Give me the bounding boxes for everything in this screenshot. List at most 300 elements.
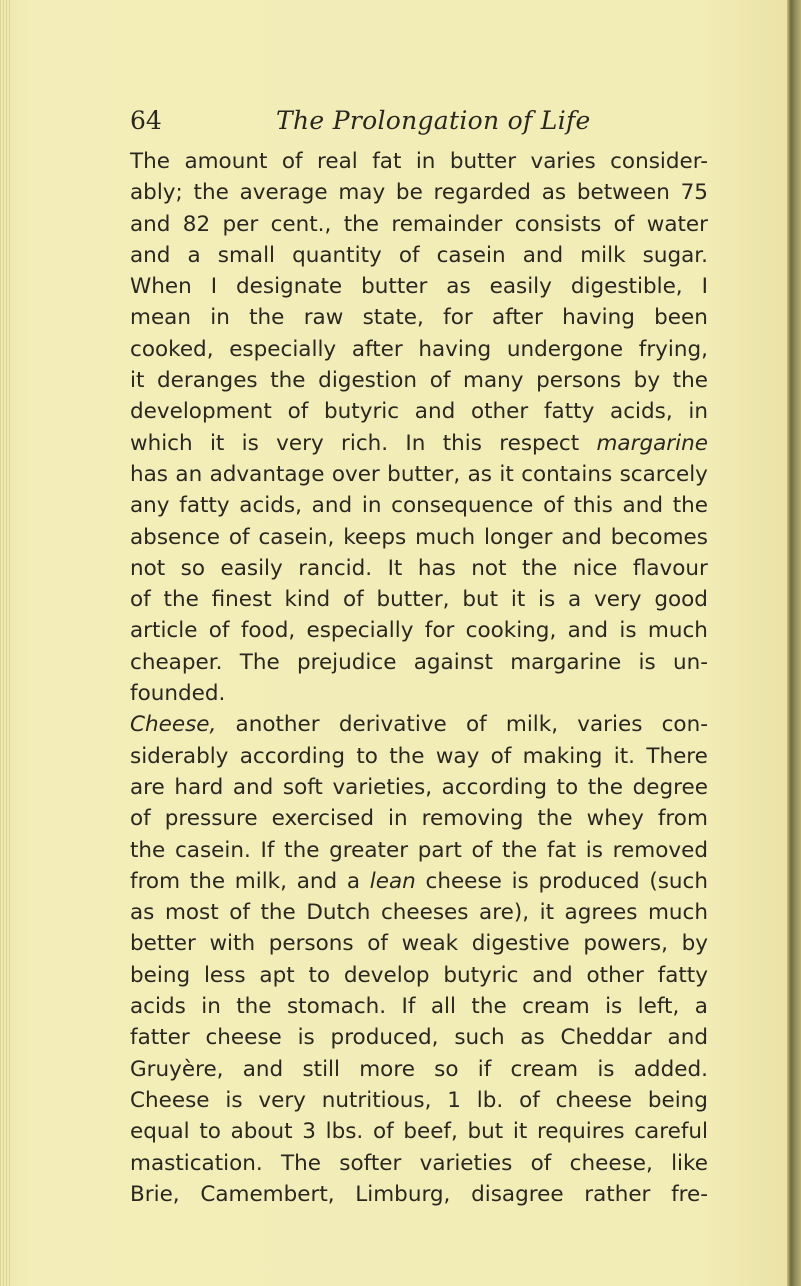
word: fatty — [543, 399, 595, 425]
word: with — [209, 931, 256, 957]
word: an — [175, 461, 203, 487]
word: the — [284, 837, 320, 863]
word: remainder — [391, 211, 503, 237]
word: stomach. — [286, 994, 387, 1020]
word: is — [605, 994, 623, 1020]
word: about — [230, 1119, 293, 1145]
word: whey — [586, 806, 644, 832]
word: of — [465, 712, 487, 738]
word: degree — [632, 774, 708, 800]
text-line — [130, 866, 708, 897]
word: it — [130, 368, 145, 394]
word: becomes — [610, 524, 708, 550]
word: and — [622, 493, 663, 519]
word: cheese — [425, 868, 502, 894]
word: it — [539, 900, 554, 926]
word: the — [270, 368, 306, 394]
word: consists — [514, 211, 602, 237]
word: cream — [510, 1056, 579, 1082]
text-line — [130, 1022, 708, 1053]
word: it — [499, 461, 514, 487]
word: butter — [361, 274, 428, 300]
word: I — [210, 274, 218, 300]
word: respect — [499, 430, 580, 456]
word: of — [287, 399, 309, 425]
word: of — [519, 1087, 540, 1113]
body-text — [130, 146, 708, 1210]
text-line — [130, 459, 708, 490]
word: lbs. — [325, 1119, 364, 1145]
word: to — [199, 1119, 221, 1145]
word: so — [434, 1056, 459, 1082]
word: and — [561, 524, 602, 550]
word: (such — [649, 868, 708, 894]
word: quantity — [292, 242, 382, 268]
word: produced — [538, 868, 640, 894]
text-line — [130, 146, 708, 177]
text-line — [130, 522, 708, 553]
word: this — [573, 493, 613, 519]
word: after — [491, 305, 543, 331]
word: un- — [672, 649, 708, 675]
text-line — [130, 835, 708, 866]
word: being — [130, 962, 191, 988]
word: lean — [369, 868, 416, 894]
word: digestible, — [570, 274, 683, 300]
word: of — [228, 524, 250, 550]
word: more — [359, 1056, 415, 1082]
word: and — [130, 211, 171, 237]
word: has — [130, 461, 169, 487]
word: not — [471, 555, 507, 581]
word: fat — [372, 149, 402, 174]
text-line — [130, 615, 708, 646]
word: very — [594, 587, 642, 613]
word: and — [242, 1056, 284, 1082]
word: varieties, — [332, 774, 433, 800]
page-edge-shadow — [787, 0, 801, 1286]
word: the — [249, 305, 285, 331]
word: much — [415, 524, 476, 550]
word: cheese, — [569, 1150, 653, 1176]
word: fat — [546, 837, 577, 863]
word: is — [585, 837, 603, 863]
word: beef, — [403, 1119, 458, 1145]
word: fatter — [130, 1025, 190, 1051]
word: Limburg, — [355, 1181, 451, 1207]
word: other — [586, 962, 644, 988]
word: the — [537, 806, 573, 832]
word: the — [236, 994, 272, 1020]
word: are), — [479, 900, 530, 926]
word: of — [372, 1119, 394, 1145]
word: persons — [268, 931, 354, 957]
word: the — [389, 743, 425, 769]
word: as — [130, 900, 155, 926]
word: be — [395, 180, 423, 206]
word: the — [343, 211, 379, 237]
word: butter — [449, 149, 517, 174]
word: other — [470, 399, 529, 425]
word: removing — [421, 806, 524, 832]
word: produced, — [330, 1025, 439, 1051]
word: between — [576, 180, 670, 206]
word: most — [164, 900, 219, 926]
word: especially — [306, 618, 414, 644]
word: powers, — [583, 931, 668, 957]
word: a — [187, 242, 201, 268]
word: and — [567, 618, 609, 644]
word: and — [532, 962, 573, 988]
word: this — [442, 430, 482, 456]
word: digestive — [471, 931, 570, 957]
word: Camembert, — [200, 1181, 335, 1207]
word: 75 — [680, 180, 708, 206]
text-line — [130, 365, 708, 396]
word: Gruyère, — [130, 1056, 224, 1082]
word: in — [688, 399, 708, 425]
word: very — [276, 430, 324, 456]
word: the — [587, 774, 624, 800]
word: removed — [612, 837, 708, 863]
word: it — [512, 1119, 528, 1145]
word: and — [522, 242, 564, 268]
word: finest — [211, 587, 272, 613]
word: frying, — [638, 336, 708, 362]
word: Cheddar — [560, 1025, 652, 1051]
word: Dutch — [306, 900, 371, 926]
word: is — [241, 430, 259, 456]
word: varies — [530, 149, 596, 174]
word: derivative — [338, 712, 447, 738]
word: consider- — [610, 149, 708, 174]
word: Cheese, — [130, 712, 217, 738]
word: mean — [130, 305, 191, 331]
word: like — [671, 1150, 708, 1176]
text-line — [130, 1116, 708, 1147]
word: the — [163, 587, 199, 613]
word: is — [538, 587, 556, 613]
word: of — [530, 1150, 552, 1176]
word: rich. — [341, 430, 389, 456]
word: of — [342, 587, 364, 613]
word: average — [239, 180, 328, 206]
word: is — [597, 1056, 615, 1082]
word: acids — [130, 994, 186, 1020]
word: many — [463, 368, 524, 394]
word: fre- — [671, 1181, 708, 1207]
text-line — [130, 553, 708, 584]
text-line — [130, 428, 708, 459]
word: and — [130, 242, 171, 268]
word: varies — [577, 712, 643, 738]
text-line — [130, 772, 708, 803]
word: ably; — [130, 180, 183, 206]
word: greater — [329, 837, 409, 863]
word: another — [235, 712, 320, 738]
text-line — [130, 177, 708, 208]
word: rancid. — [298, 555, 373, 581]
word: butyric — [324, 399, 400, 425]
text-line — [130, 271, 708, 302]
word: lb. — [476, 1087, 504, 1113]
word: much — [647, 900, 708, 926]
word: left, — [637, 994, 680, 1020]
word: soft — [282, 774, 323, 800]
word: of — [490, 743, 512, 769]
word: develop — [343, 962, 430, 988]
word: by — [633, 368, 661, 394]
text-line — [130, 584, 708, 615]
word: cooking, — [465, 618, 557, 644]
word: from — [657, 806, 708, 832]
word: and — [311, 493, 353, 519]
word: the — [672, 493, 708, 519]
word: is — [511, 868, 529, 894]
text-line — [130, 334, 708, 365]
word: in — [415, 149, 436, 174]
text-line — [130, 897, 708, 928]
word: so — [180, 555, 206, 581]
word: regarded — [433, 180, 531, 206]
word: article — [130, 618, 198, 644]
text-line — [130, 302, 708, 333]
word: rather — [584, 1181, 651, 1207]
word: the — [260, 900, 296, 926]
word: but — [462, 587, 499, 613]
word: over — [331, 461, 380, 487]
word: which — [130, 430, 193, 456]
word: having — [418, 336, 492, 362]
word: founded. — [130, 681, 226, 707]
word: according — [239, 743, 346, 769]
word: development — [130, 399, 272, 425]
word: butter, — [387, 461, 461, 487]
word: persons — [536, 368, 622, 394]
word: easily — [220, 555, 283, 581]
word: equal — [130, 1119, 190, 1145]
word: but — [467, 1119, 504, 1145]
word: especially — [229, 336, 337, 362]
word: When — [130, 274, 192, 300]
word: added. — [633, 1056, 708, 1082]
word: There — [646, 743, 708, 769]
word: easily — [489, 274, 552, 300]
word: of — [130, 587, 151, 613]
text-line — [130, 678, 708, 709]
word: part — [417, 837, 462, 863]
word: better — [130, 931, 196, 957]
word: less — [203, 962, 246, 988]
word: the — [189, 868, 226, 894]
word: much — [647, 618, 708, 644]
word: the — [672, 368, 708, 394]
word: to — [308, 962, 331, 988]
word: acids, — [239, 493, 302, 519]
word: and — [232, 774, 274, 800]
text-line — [130, 709, 708, 740]
word: in — [201, 994, 221, 1020]
word: careful — [634, 1119, 708, 1145]
word: it. — [613, 743, 636, 769]
word: is — [297, 1025, 315, 1051]
word: Cheese — [130, 1087, 210, 1113]
word: 3 — [302, 1119, 316, 1145]
word: varieties — [419, 1150, 513, 1176]
word: as — [541, 180, 567, 206]
page-gutter — [0, 0, 12, 1286]
word: and — [296, 868, 338, 894]
word: such — [454, 1025, 505, 1051]
word: having — [562, 305, 635, 331]
word: it — [510, 587, 526, 613]
word: scarcely — [619, 461, 708, 487]
word: casein, — [258, 524, 335, 550]
word: 1 — [447, 1087, 461, 1113]
word: for — [443, 305, 473, 331]
word: butyric — [443, 962, 519, 988]
word: contains — [521, 461, 613, 487]
word: to — [356, 743, 378, 769]
word: milk — [580, 242, 626, 268]
word: of — [613, 211, 635, 237]
word: digestion — [318, 368, 418, 394]
word: as — [520, 1025, 545, 1051]
word: cream — [522, 994, 590, 1020]
text-line — [130, 209, 708, 240]
text-line — [130, 1054, 708, 1085]
word: being — [647, 1087, 708, 1113]
word: a — [568, 587, 582, 613]
word: of — [367, 931, 388, 957]
word: small — [217, 242, 276, 268]
word: in — [361, 493, 382, 519]
word: In — [405, 430, 426, 456]
word: by — [681, 931, 708, 957]
running-title: The Prolongation of Life — [276, 106, 591, 135]
word: of — [281, 149, 303, 174]
word: casein. — [174, 837, 251, 863]
word: very — [258, 1087, 306, 1113]
word: prejudice — [296, 649, 397, 675]
word: food, — [240, 618, 296, 644]
word: to — [556, 774, 579, 800]
word: and — [414, 399, 456, 425]
page-number: 64 — [130, 106, 162, 135]
text-line — [130, 1148, 708, 1179]
text-line — [130, 803, 708, 834]
word: are — [130, 774, 165, 800]
word: fatty — [657, 962, 708, 988]
word: amount — [184, 149, 268, 174]
word: pressure — [164, 806, 258, 832]
word: kind — [284, 587, 331, 613]
word: butter, — [376, 587, 450, 613]
word: good — [654, 587, 708, 613]
word: the — [471, 994, 507, 1020]
word: way — [435, 743, 480, 769]
word: of — [429, 368, 451, 394]
text-line — [130, 647, 708, 678]
word: sugar. — [642, 242, 708, 268]
word: for — [424, 618, 455, 644]
word: of — [208, 618, 230, 644]
text-line — [130, 1085, 708, 1116]
word: margarine — [510, 649, 622, 675]
word: is — [225, 1087, 243, 1113]
word: acids, — [610, 399, 673, 425]
word: as — [446, 274, 471, 300]
word: siderably — [130, 743, 229, 769]
word: after — [351, 336, 403, 362]
word: advantage — [209, 461, 325, 487]
word: cent., — [270, 211, 332, 237]
text-line — [130, 396, 708, 427]
word: milk, — [505, 712, 559, 738]
word: water — [646, 211, 708, 237]
word: all — [430, 994, 456, 1020]
word: real — [317, 149, 358, 174]
word: from — [130, 868, 181, 894]
word: according — [441, 774, 547, 800]
text-line — [130, 1179, 708, 1210]
word: against — [413, 649, 493, 675]
word: absence — [130, 524, 220, 550]
word: The — [130, 149, 170, 174]
word: as — [467, 461, 492, 487]
word: exercised — [271, 806, 375, 832]
word: the — [501, 837, 538, 863]
word: requires — [536, 1119, 625, 1145]
word: The — [239, 649, 280, 675]
word: in — [388, 806, 408, 832]
word: raw — [303, 305, 344, 331]
word: cheese — [555, 1087, 632, 1113]
text-line — [130, 490, 708, 521]
word: cheaper. — [130, 649, 223, 675]
word: cheese — [205, 1025, 282, 1051]
word: weak — [401, 931, 459, 957]
word: milk, — [234, 868, 287, 894]
word: any — [130, 493, 170, 519]
word: deranges — [157, 368, 258, 394]
word: keeps — [343, 524, 407, 550]
word: The — [281, 1150, 322, 1176]
text-line — [130, 991, 708, 1022]
word: softer — [339, 1150, 402, 1176]
word: the — [130, 837, 166, 863]
word: con- — [661, 712, 708, 738]
word: may — [338, 180, 386, 206]
word: If — [260, 837, 275, 863]
word: per — [222, 211, 259, 237]
word: hard — [174, 774, 224, 800]
word: cooked, — [130, 336, 214, 362]
word: 82 — [182, 211, 211, 237]
word: disagree — [471, 1181, 564, 1207]
word: still — [302, 1056, 340, 1082]
word: It — [387, 555, 403, 581]
word: and — [667, 1025, 708, 1051]
word: agrees — [564, 900, 638, 926]
word: if — [477, 1056, 492, 1082]
word: a — [694, 994, 708, 1020]
word: the — [521, 555, 558, 581]
word: mastication. — [130, 1150, 263, 1176]
word: in — [210, 305, 230, 331]
word: designate — [236, 274, 343, 300]
word: state, — [362, 305, 424, 331]
